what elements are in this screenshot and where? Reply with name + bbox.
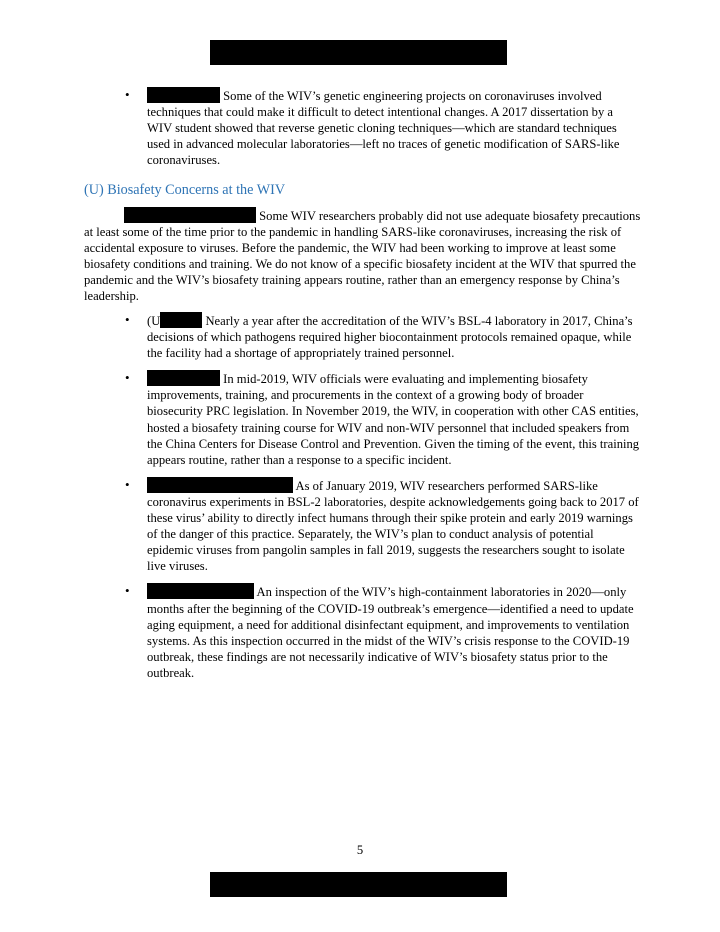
bullet-glyph: • xyxy=(125,476,130,492)
bullet-prefix: (U xyxy=(147,314,161,328)
redaction-block xyxy=(124,207,256,223)
section-paragraph xyxy=(84,207,644,305)
bullet-list-top xyxy=(120,87,640,168)
bullet-list-section xyxy=(120,312,640,681)
bullet-text: In mid-2019, WIV officials were evaluating and implementing biosafety improvements, training, and procurements in the context of a growing body of broader biosecurity PRC legislation. In November 2019, the WIV, in cooperation with other CAS entities, hosted a biosafety training course for WIV and non-WIV personnel that included speakers from the China Centers for Disease Control and Prevention. Given the timing of the event, this training appears routine, rather than a response to a specific incident. xyxy=(147,372,640,467)
redaction-block xyxy=(160,312,202,328)
paragraph-text: Some WIV researchers probably did not use adequate biosafety precautions at least some of the time prior to the pandemic in handling SARS-like coronaviruses, increasing the risk of accidental exposure to viruses. Before the pandemic, the WIV had been working to improve at least some biosafety conditions and training. We do not know of a specific biosafety incident at the WIV that spurred the pandemic and the WIV’s biosafety training appears routine, rather than an emergency response by China’s leadership. xyxy=(84,209,641,304)
footer-redaction-bar xyxy=(210,872,507,897)
header-redaction-bar xyxy=(210,40,507,65)
bullet-glyph: • xyxy=(125,370,130,386)
section-heading: (U) Biosafety Concerns at the WIV xyxy=(84,182,286,198)
list-item xyxy=(120,583,640,681)
bullet-text: Nearly a year after the accreditation of the WIV’s BSL-4 laboratory in 2017, China’s decisions of which pathogens required higher biocontainment protocols remained opaque, while the facility had a shortage of appropriately trained personnel. xyxy=(147,314,633,361)
bullet-text: As of January 2019, WIV researchers performed SARS-like coronavirus experiments in BSL-2 laboratories, despite acknowledgements going back to 2017 of these virus’ ability to directly infect humans through their spike protein and early 2019 warnings of the danger of this practice. Separately, the WIV’s plan to conduct analysis of potential epidemic viruses from pangolin samples in fall 2019, suggests the researchers sought to isolate live viruses. xyxy=(147,478,639,574)
bullet-glyph: • xyxy=(125,312,130,327)
list-item xyxy=(120,87,640,168)
redaction-block xyxy=(147,370,220,386)
page-number: 5 xyxy=(356,843,364,857)
bullet-glyph: • xyxy=(125,87,130,102)
redaction-block xyxy=(147,583,254,599)
redaction-block xyxy=(147,477,293,493)
bullet-text: Some of the WIV’s genetic engineering projects on coronaviruses involved techniques that could make it difficult to detect intentional changes. A 2017 dissertation by a WIV student showed that reverse genetic cloning techniques—which are standard techniques used in advanced molecular laboratories—left no traces of genetic modification of SARS-like coronaviruses. xyxy=(147,89,620,168)
list-item xyxy=(120,370,640,468)
bullet-text: An inspection of the WIV’s high-containment laboratories in 2020—only months after the beginning of the COVID-19 outbreak’s emergence—identified a need to update aging equipment, a need for additional disinfectant equipment, and improvements to ventilation systems. As this inspection occurred in the midst of the WIV’s crisis response to the COVID-19 outbreak, these findings are not necessarily indicative of WIV’s biosafety status prior to the outbreak. xyxy=(147,585,634,680)
list-item xyxy=(120,477,640,575)
list-item xyxy=(120,312,640,361)
bullet-glyph: • xyxy=(125,583,130,599)
redaction-block xyxy=(147,87,220,103)
